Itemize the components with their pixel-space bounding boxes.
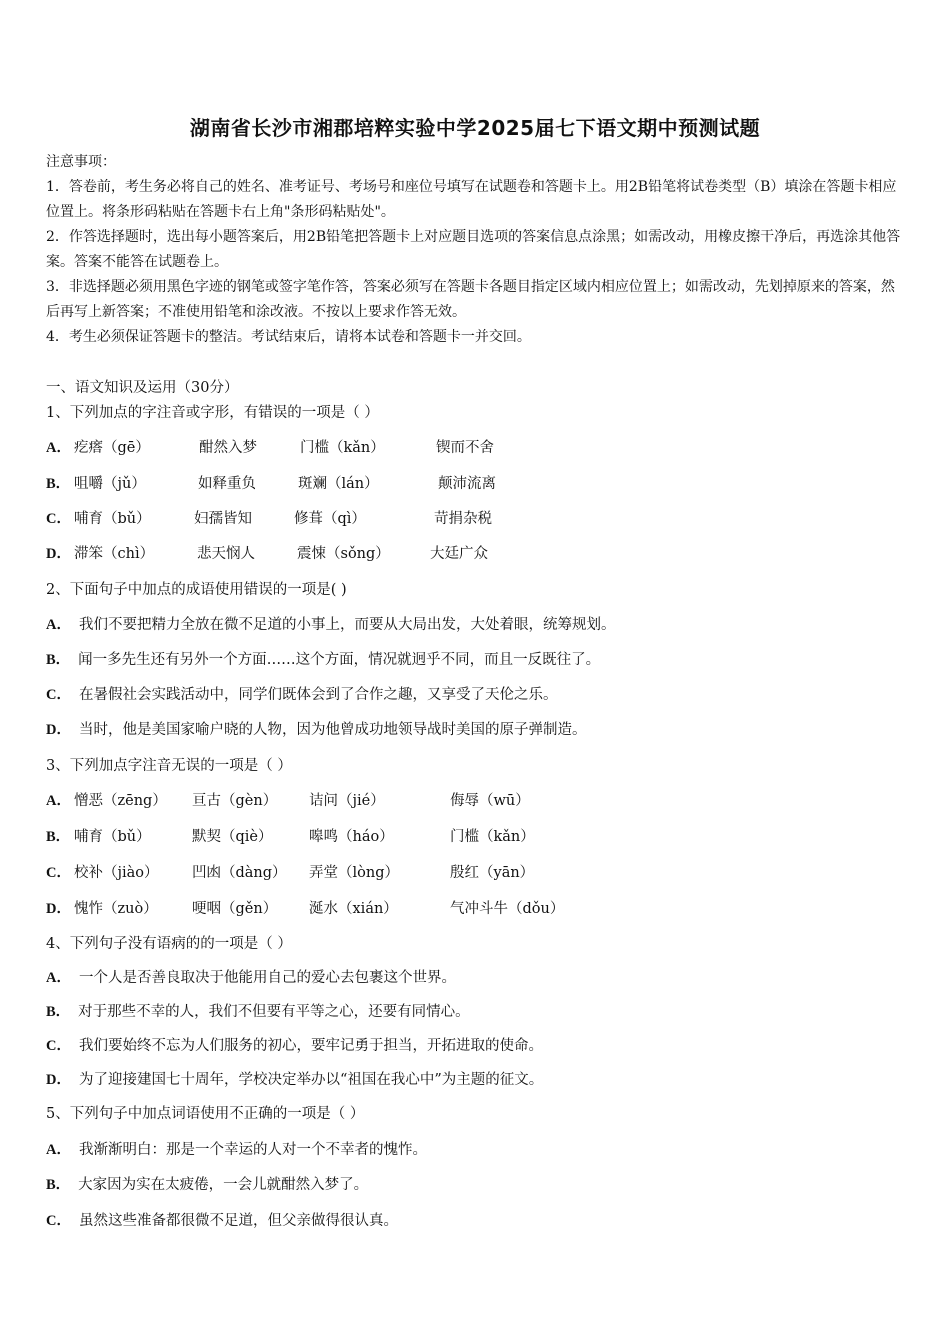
option-label: C． bbox=[46, 687, 71, 703]
question-2-option-a bbox=[46, 613, 615, 634]
option-cell: 愧怍（zuò） bbox=[74, 901, 158, 917]
option-text: 我渐渐明白：那是一个幸运的人对一个不幸者的愧怍。 bbox=[78, 1142, 427, 1158]
question-3-option-a bbox=[46, 789, 530, 810]
notes-block bbox=[46, 150, 906, 350]
question-4-option-a bbox=[46, 966, 456, 987]
question-1-stem: 1、下列加点的字注音或字形，有错误的一项是（ ） bbox=[46, 405, 379, 421]
option-cell: 亘古（gèn） bbox=[192, 793, 278, 809]
question-5-option-c bbox=[46, 1209, 398, 1230]
question-4-stem: 4、下列句子没有语病的的一项是（ ） bbox=[46, 936, 292, 952]
question-4-option-b bbox=[46, 1000, 470, 1021]
question-3-option-b bbox=[46, 825, 535, 846]
question-4-option-c bbox=[46, 1034, 543, 1055]
question-2-option-d bbox=[46, 718, 586, 739]
option-text: 闻一多先生还有另外一个方面……这个方面，情况就迥乎不同，而且一反既往了。 bbox=[78, 652, 601, 668]
option-text: 大家因为实在太疲倦，一会儿就酣然入梦了。 bbox=[78, 1177, 369, 1193]
note-item: 3．非选择题必须用黑色字迹的钢笔或签字笔作答，答案必须写在答题卡各题目指定区域内相应位置上；如需改动，先划掉原来的答案，然后再写上新答案；不准使用铅笔和涂改液。不按以上要求作答无效。 bbox=[46, 279, 895, 320]
question-2-option-c bbox=[46, 683, 557, 704]
question-1-option-a bbox=[46, 436, 494, 457]
option-cell: 妇孺皆知 bbox=[194, 511, 252, 527]
option-label: A． bbox=[46, 440, 71, 456]
option-cell: 斑斓（lán） bbox=[298, 476, 379, 492]
option-label: C． bbox=[46, 1038, 71, 1054]
notes-heading: 注意事项： bbox=[46, 154, 116, 170]
option-cell: 涎水（xián） bbox=[309, 901, 398, 917]
option-cell: 疙瘩（gē） bbox=[74, 440, 150, 456]
option-label: A． bbox=[46, 793, 71, 809]
option-text: 我们不要把精力全放在微不足道的小事上，而要从大局出发，大处着眼，统筹规划。 bbox=[78, 617, 616, 633]
note-item: 2．作答选择题时，选出每小题答案后，用2B铅笔把答题卡上对应题目选项的答案信息点涂黑；如需改动，用橡皮擦干净后，再选涂其他答案。答案不能答在试题卷上。 bbox=[46, 229, 901, 270]
note-item: 1．答卷前，考生务必将自己的姓名、准考证号、考场号和座位号填写在试题卷和答题卡上。用2B铅笔将试卷类型（B）填涂在答题卡相应位置上。将条形码粘贴在答题卡右上角"条形码粘贴处"。 bbox=[46, 179, 897, 220]
option-text: 我们要始终不忘为人们服务的初心，要牢记勇于担当，开拓进取的使命。 bbox=[78, 1038, 543, 1054]
option-cell: 滞笨（chì） bbox=[74, 546, 155, 562]
section-heading: 一、语文知识及运用（30分） bbox=[46, 380, 239, 396]
option-label: B． bbox=[46, 652, 71, 668]
option-text: 对于那些不幸的人，我们不但要有平等之心，还要有同情心。 bbox=[78, 1004, 470, 1020]
option-label: D． bbox=[46, 901, 71, 917]
option-label: A． bbox=[46, 970, 71, 986]
option-cell: 默契（qiè） bbox=[192, 829, 273, 845]
question-5-stem: 5、下列句子中加点词语使用不正确的一项是（ ） bbox=[46, 1106, 365, 1122]
question-2-stem: 2、下面句子中加点的成语使用错误的一项是( ) bbox=[46, 582, 347, 598]
option-cell: 咀嚼（jǔ） bbox=[74, 476, 146, 492]
option-cell: 憎恶（zēng） bbox=[74, 793, 167, 809]
option-cell: 苛捐杂税 bbox=[434, 511, 492, 527]
option-cell: 嗥鸣（háo） bbox=[309, 829, 394, 845]
option-cell: 门槛（kǎn） bbox=[450, 829, 535, 845]
option-cell: 震悚（sǒng） bbox=[297, 546, 390, 562]
option-text: 为了迎接建国七十周年，学校决定举办以“祖国在我心中”为主题的征文。 bbox=[78, 1072, 544, 1088]
option-label: B． bbox=[46, 1177, 71, 1193]
option-cell: 悲天悯人 bbox=[197, 546, 255, 562]
option-cell: 颠沛流离 bbox=[438, 476, 496, 492]
question-1-option-b bbox=[46, 472, 496, 493]
option-label: D． bbox=[46, 1072, 71, 1088]
option-text: 虽然这些准备都很微不足道，但父亲做得很认真。 bbox=[78, 1213, 398, 1229]
question-3-option-d bbox=[46, 897, 565, 918]
option-cell: 凹凼（dàng） bbox=[192, 865, 287, 881]
option-cell: 侮辱（wū） bbox=[450, 793, 530, 809]
option-cell: 修葺（qì） bbox=[294, 511, 366, 527]
option-cell: 诘问（jié） bbox=[309, 793, 385, 809]
question-1-option-d bbox=[46, 542, 488, 563]
option-text: 一个人是否善良取决于他能用自己的爱心去包裹这个世界。 bbox=[78, 970, 456, 986]
question-3-option-c bbox=[46, 861, 535, 882]
option-text: 在暑假社会实践活动中，同学们既体会到了合作之趣，又享受了天伦之乐。 bbox=[78, 687, 558, 703]
option-cell: 大廷广众 bbox=[430, 546, 488, 562]
option-cell: 气冲斗牛（dǒu） bbox=[450, 901, 565, 917]
option-label: D． bbox=[46, 722, 71, 738]
option-label: B． bbox=[46, 829, 71, 845]
option-cell: 哺育（bǔ） bbox=[74, 829, 151, 845]
option-label: A． bbox=[46, 1142, 71, 1158]
question-3-stem: 3、下列加点字注音无误的一项是（ ） bbox=[46, 758, 292, 774]
option-cell: 锲而不舍 bbox=[436, 440, 494, 456]
option-label: B． bbox=[46, 1004, 71, 1020]
note-item: 4．考生必须保证答题卡的整洁。考试结束后，请将本试卷和答题卡一并交回。 bbox=[46, 329, 531, 345]
option-cell: 弄堂（lòng） bbox=[309, 865, 399, 881]
page-title: 湖南省长沙市湘郡培粹实验中学2025届七下语文期中预测试题 bbox=[189, 116, 761, 140]
option-cell: 校补（jiào） bbox=[74, 865, 159, 881]
option-label: C． bbox=[46, 1213, 71, 1229]
option-label: C． bbox=[46, 511, 71, 527]
option-cell: 如释重负 bbox=[198, 476, 256, 492]
option-cell: 门槛（kǎn） bbox=[300, 440, 385, 456]
option-text: 当时，他是美国家喻户晓的人物，因为他曾成功地领导战时美国的原子弹制造。 bbox=[78, 722, 587, 738]
option-cell: 殷红（yān） bbox=[450, 865, 535, 881]
option-label: A． bbox=[46, 617, 71, 633]
question-2-option-b bbox=[46, 648, 600, 669]
question-4-option-d bbox=[46, 1068, 543, 1089]
option-cell: 哺育（bǔ） bbox=[74, 511, 151, 527]
question-1-option-c bbox=[46, 507, 492, 528]
option-label: B． bbox=[46, 476, 71, 492]
question-5-option-a bbox=[46, 1138, 427, 1159]
option-label: C． bbox=[46, 865, 71, 881]
option-cell: 哽咽（gěn） bbox=[192, 901, 278, 917]
option-label: D． bbox=[46, 546, 71, 562]
question-5-option-b bbox=[46, 1173, 368, 1194]
option-cell: 酣然入梦 bbox=[199, 440, 257, 456]
